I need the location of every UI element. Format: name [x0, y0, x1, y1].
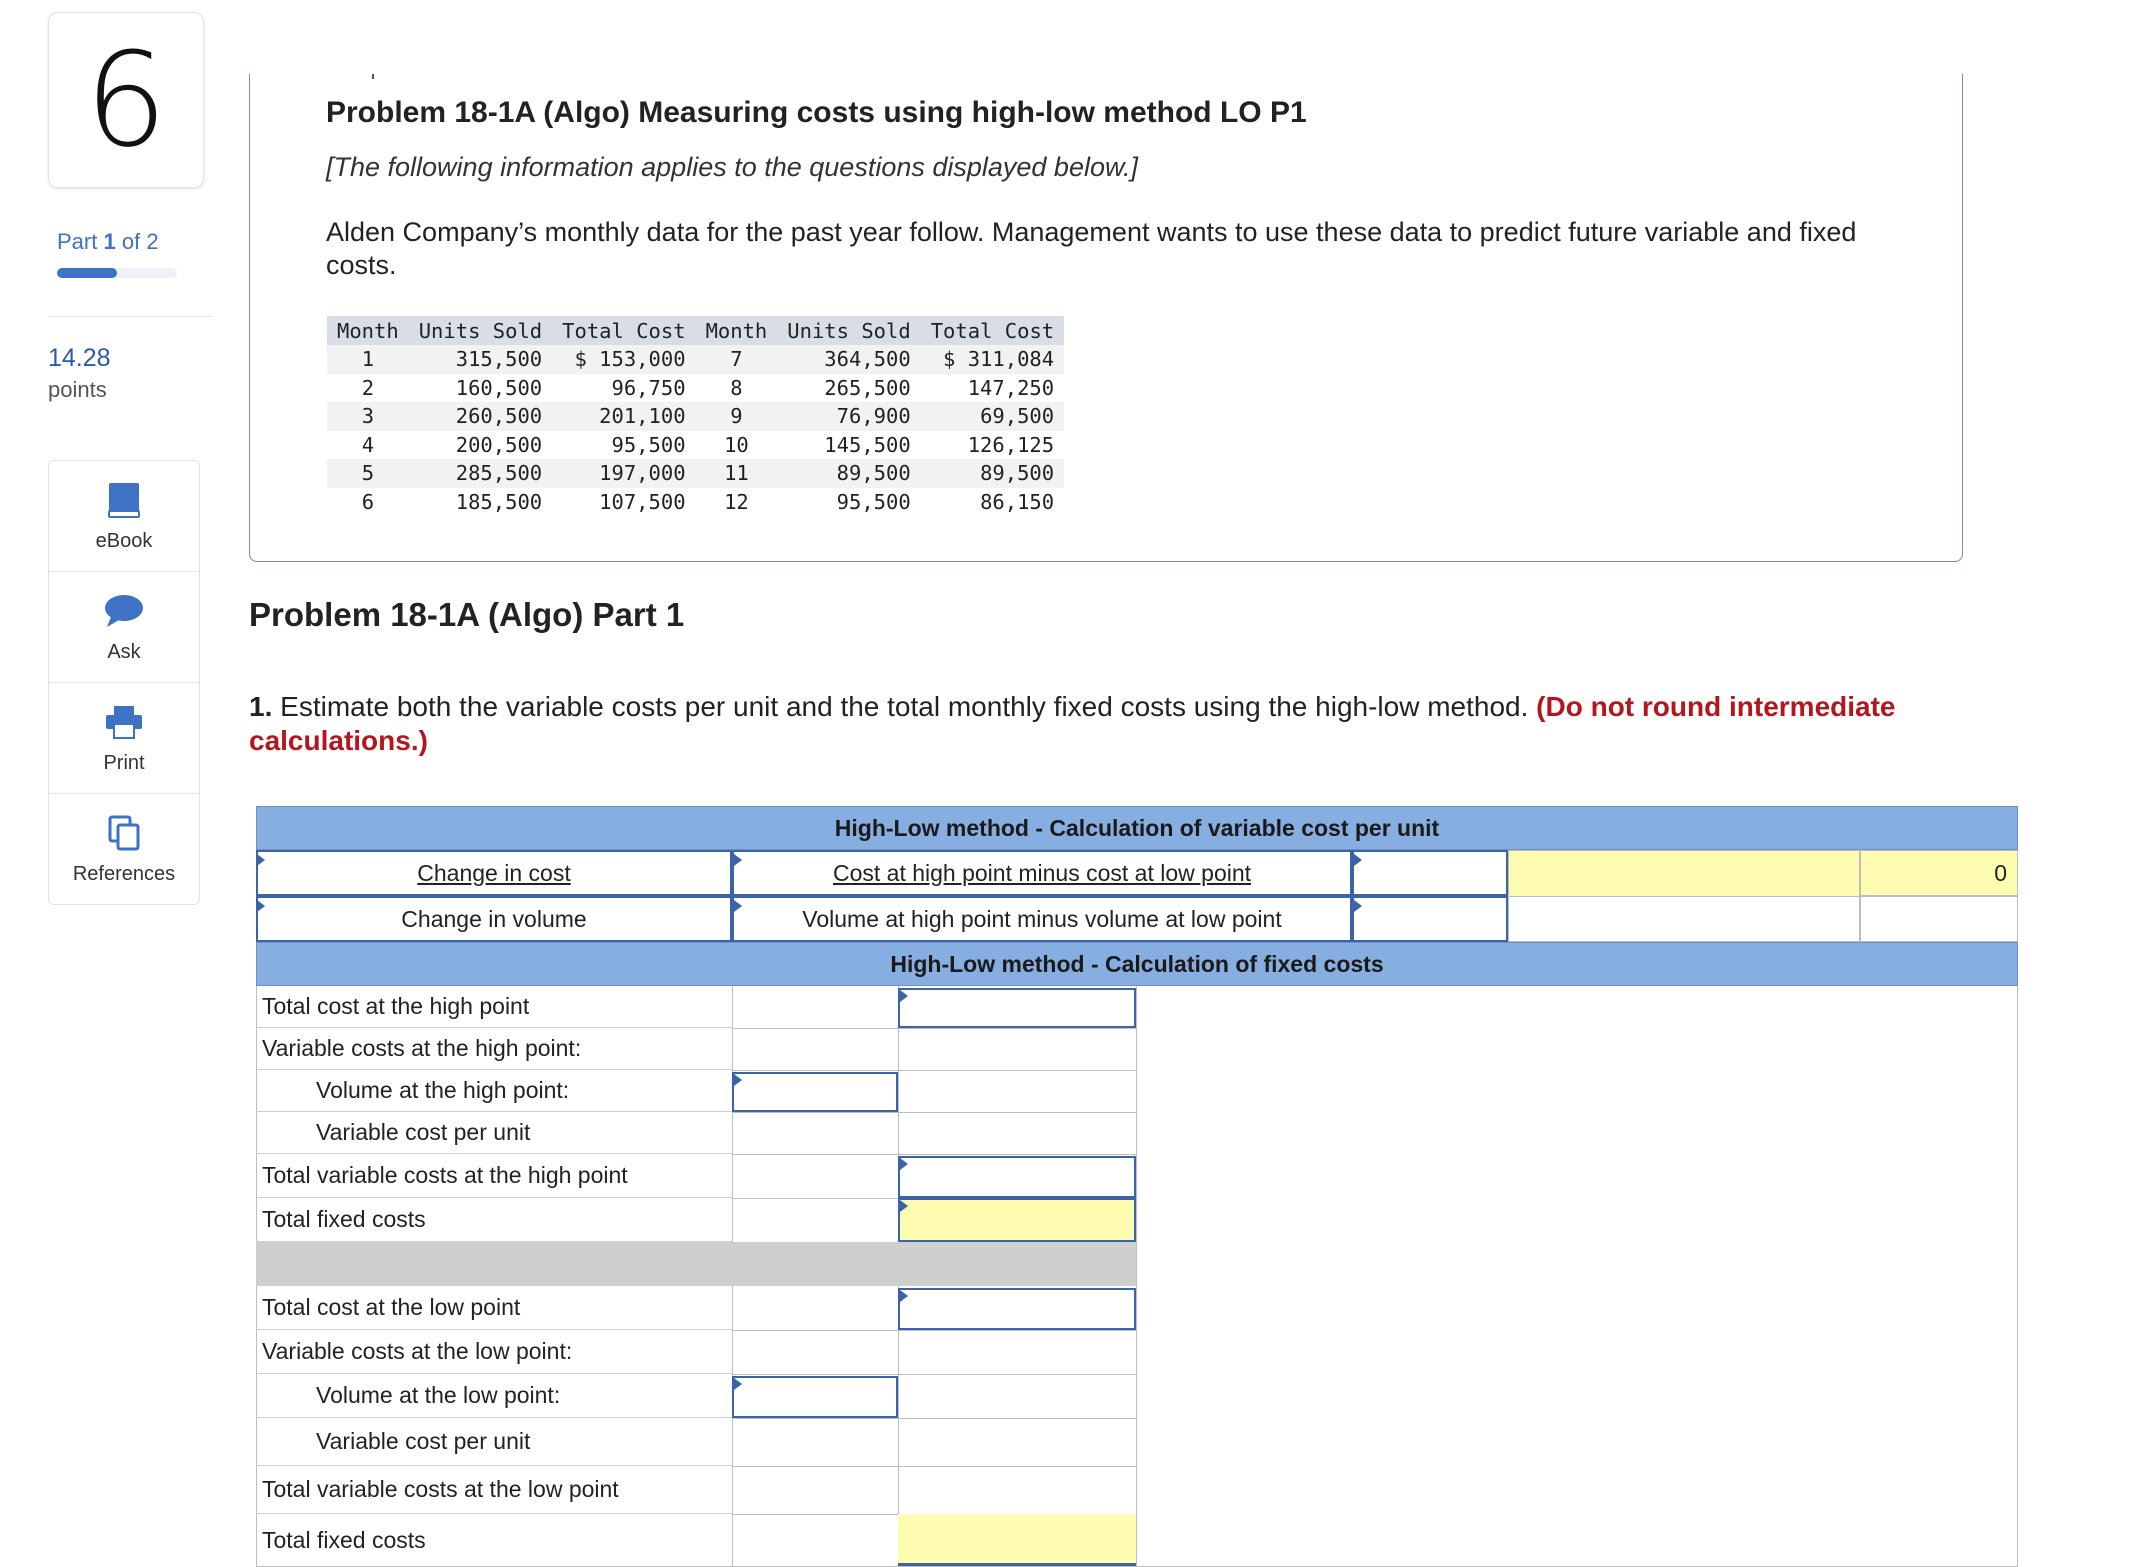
row-variable-cost-per-unit-low: Variable cost per unit — [256, 1418, 732, 1466]
table-cell: 76,900 — [777, 402, 920, 431]
table-cell: $ 311,084 — [921, 345, 1064, 374]
change-cost-label-select[interactable]: Change in cost — [256, 850, 732, 896]
row-total-fixed-low: Total fixed costs — [262, 1526, 426, 1553]
problem-title: Problem 18-1A (Algo) Measuring costs using high-low method LO P1 — [326, 96, 1307, 129]
input-flag-icon — [1354, 854, 1362, 866]
points-label: points — [48, 377, 107, 402]
table-row — [327, 374, 1064, 403]
table-cell: 2 — [361, 375, 375, 400]
table-cell: 201,100 — [552, 402, 695, 431]
table-cell: 96,750 — [611, 375, 686, 400]
input-flag-icon — [1354, 900, 1362, 912]
row-total-variable-low: Total variable costs at the low point — [256, 1466, 732, 1514]
table-cell: 3 — [327, 402, 409, 431]
table-cell: 7 — [696, 345, 778, 374]
input-flag-icon — [900, 1200, 908, 1212]
part-progress-fill — [57, 268, 117, 278]
print-label: Print — [103, 751, 145, 774]
ask-label: Ask — [107, 640, 141, 663]
part-indicator: Part 1 of 2 — [57, 229, 159, 254]
total-cost-low-input[interactable] — [898, 1288, 1136, 1330]
table-cell: 200,500 — [455, 432, 543, 457]
grid-row-line — [732, 1028, 1136, 1029]
table-cell: 1 — [327, 345, 409, 374]
volume-low-input[interactable] — [732, 1376, 898, 1418]
table-cell: 89,500 — [921, 459, 1064, 488]
input-flag-icon — [257, 900, 265, 912]
grid-column-line — [1136, 986, 1137, 1567]
input-flag-icon — [900, 990, 908, 1002]
change-volume-desc-select[interactable]: Volume at high point minus volume at low point — [732, 896, 1352, 942]
row-total-fixed-high: Total fixed costs — [256, 1198, 732, 1242]
change-volume-input[interactable] — [1352, 896, 1508, 942]
row-volume-low: Volume at the low point: — [256, 1374, 732, 1418]
table-cell: 12 — [724, 489, 749, 514]
problem-description: Alden Company’s monthly data for the past year follow. Management wants to use these data to predict future variable and fixed costs. — [326, 217, 1857, 280]
table-cell: 260,500 — [409, 402, 552, 431]
table-cell: 126,125 — [967, 432, 1055, 457]
row-variable-costs-low: Variable costs at the low point: — [256, 1330, 732, 1374]
input-flag-icon — [734, 900, 742, 912]
table-cell: 265,500 — [824, 375, 911, 400]
ebook-button[interactable] — [49, 461, 199, 572]
table-cell: 107,500 — [599, 489, 686, 514]
table-cell: 147,250 — [967, 375, 1055, 400]
references-button[interactable] — [49, 794, 199, 904]
grid-border — [2017, 986, 2018, 1567]
table-cell: 10 — [724, 432, 749, 457]
grid-row-line — [732, 1330, 1136, 1331]
total-variable-high-input[interactable] — [898, 1156, 1136, 1198]
ask-button[interactable] — [49, 572, 199, 683]
table-cell: 185,500 — [455, 489, 543, 514]
panel-tick-mark — [372, 74, 374, 79]
printer-icon — [105, 702, 143, 742]
table-cell: 5 — [327, 459, 409, 488]
part-progress-bar — [57, 268, 177, 278]
question-number: 6 — [48, 12, 204, 188]
change-volume-label-select[interactable]: Change in volume — [256, 896, 732, 942]
table-cell: 95,500 — [836, 489, 911, 514]
table-cell: 6 — [361, 489, 375, 514]
problem-intro: [The following information applies to the questions displayed below.] — [326, 152, 1138, 182]
row-variable-cost-per-unit-high: Variable cost per unit — [256, 1112, 732, 1154]
monthly-data-table — [327, 316, 1064, 516]
col-units-2: Units Sold — [777, 316, 920, 345]
blank-cell — [1508, 896, 1860, 942]
question-text: 1. Estimate both the variable costs per unit and the total monthly fixed costs using the high-low method. (Do not round intermediate calculations.) — [249, 691, 1896, 756]
row-volume-high: Volume at the high point: — [256, 1070, 732, 1112]
print-button[interactable] — [49, 683, 199, 794]
book-icon — [107, 480, 141, 520]
grid-row-line — [732, 1374, 1136, 1375]
section-separator — [256, 1242, 1136, 1286]
grid-row-line — [732, 1154, 1136, 1155]
col-cost-1: Total Cost — [552, 316, 695, 345]
table-cell: 11 — [696, 459, 778, 488]
row-variable-costs-high: Variable costs at the high point: — [256, 1028, 732, 1070]
table-cell: 89,500 — [777, 459, 920, 488]
table-row — [327, 431, 1064, 460]
table-row — [327, 459, 1064, 488]
table-cell: 285,500 — [409, 459, 552, 488]
grid-row-line — [732, 1070, 1136, 1071]
total-fixed-high-output — [898, 1198, 1136, 1242]
col-units-1: Units Sold — [409, 316, 552, 345]
table-row — [327, 345, 1064, 374]
col-cost-2: Total Cost — [921, 316, 1064, 345]
variable-cost-result: 0 — [1860, 850, 2018, 896]
table-cell: 95,500 — [611, 432, 686, 457]
table-cell: 145,500 — [824, 432, 911, 457]
grid-row-line — [732, 1418, 1136, 1419]
table-cell: 9 — [696, 402, 778, 431]
table-cell: 197,000 — [552, 459, 695, 488]
input-flag-icon — [257, 854, 265, 866]
input-flag-icon — [734, 1378, 742, 1390]
input-flag-icon — [900, 1290, 908, 1302]
table-cell: 364,500 — [777, 345, 920, 374]
question-note: (Do not round intermediate calculations.) — [249, 691, 1896, 756]
input-flag-icon — [734, 1074, 742, 1086]
col-month-2: Month — [696, 316, 778, 345]
variable-cost-header: High-Low method - Calculation of variable cost per unit — [256, 806, 2018, 850]
sidebar-divider — [48, 316, 212, 317]
grid-row-line — [732, 1112, 1136, 1113]
part1-title: Problem 18-1A (Algo) Part 1 — [249, 596, 685, 633]
table-cell: 160,500 — [455, 375, 543, 400]
points-value: 14.28 — [48, 344, 111, 372]
table-cell: 8 — [730, 375, 743, 400]
references-label: References — [72, 862, 176, 885]
col-month-1: Month — [327, 316, 409, 345]
total-fixed-low-output — [898, 1514, 1136, 1566]
table-cell: 86,150 — [980, 489, 1055, 514]
table-cell: $ 153,000 — [552, 345, 695, 374]
grid-row-line — [732, 1466, 1136, 1467]
row-total-cost-low: Total cost at the low point — [256, 1286, 732, 1330]
total-cost-high-input[interactable] — [898, 988, 1136, 1028]
table-row — [327, 488, 1064, 517]
table-cell: 4 — [361, 432, 375, 457]
input-flag-icon — [734, 854, 742, 866]
change-cost-input[interactable] — [1352, 850, 1508, 896]
blank-cell — [1860, 896, 2018, 942]
row-total-cost-high: Total cost at the high point — [256, 986, 732, 1028]
table-row — [327, 402, 1064, 431]
change-cost-desc-select[interactable]: Cost at high point minus cost at low point — [732, 850, 1352, 896]
ebook-label: eBook — [95, 529, 153, 552]
fixed-cost-header: High-Low method - Calculation of fixed costs — [256, 942, 2018, 986]
input-flag-icon — [900, 1158, 908, 1170]
table-header-row — [327, 316, 1064, 345]
copy-pages-icon — [107, 813, 141, 853]
row-total-variable-high: Total variable costs at the high point — [256, 1154, 732, 1198]
table-cell: 315,500 — [409, 345, 552, 374]
table-cell: 69,500 — [921, 402, 1064, 431]
volume-high-input[interactable] — [732, 1072, 898, 1112]
tool-panel — [48, 460, 200, 905]
chat-bubble-icon — [103, 591, 145, 631]
